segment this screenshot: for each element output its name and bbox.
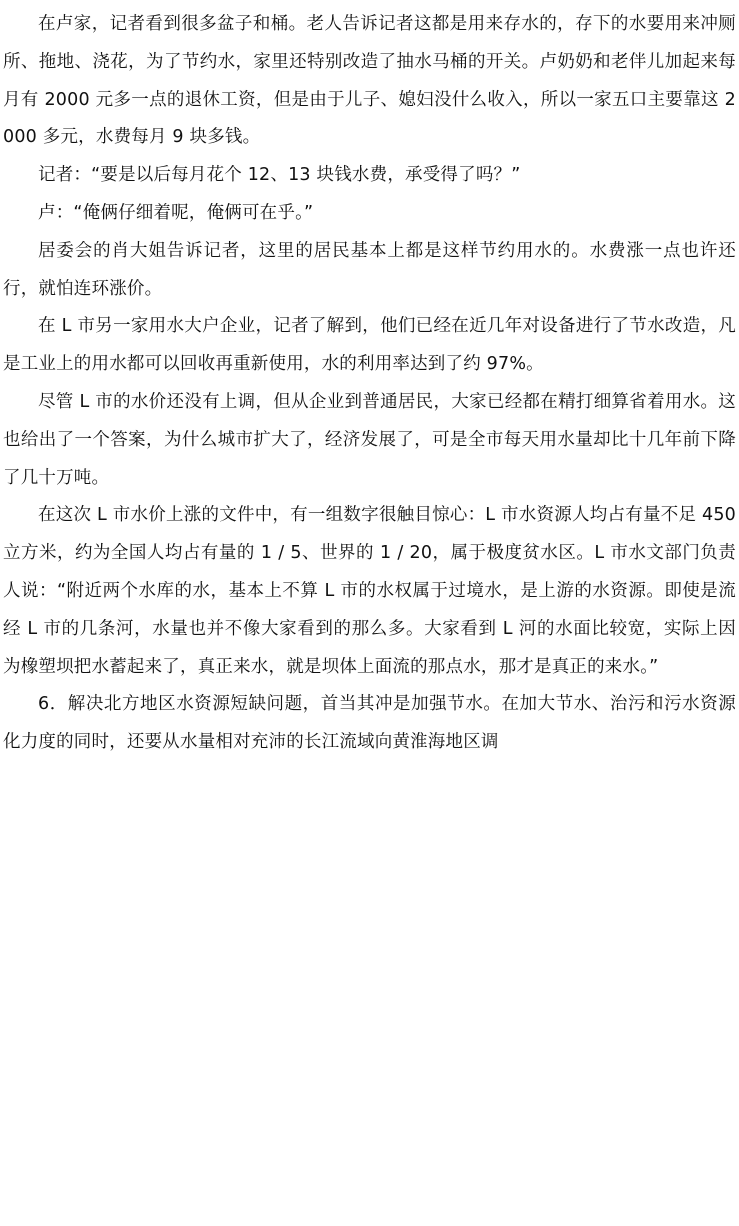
- paragraph-neighborhood-committee: 居委会的肖大姐告诉记者，这里的居民基本上都是这样节约用水的。水费涨一点也许还行，就怕连环涨价。: [3, 240, 736, 299]
- paragraph-reporter-question: 记者：“要是以后每月花个 12、13 块钱水费，承受得了吗？”: [38, 165, 521, 186]
- paragraph-lu-family-water-saving: 在卢家，记者看到很多盆子和桶。老人告诉记者这都是用来存水的，存下的水要用来冲厕所、拖地、浇花，为了节约水，家里还特别改造了抽水马桶的开关。卢奶奶和老伴儿加起来每月有 2000 元多一点的退休工资，但是由于儿子、媳妇没什么收入，所以一家五口主要靠这 2000 多元，水费每月 9 块多钱。: [3, 14, 736, 148]
- paragraph-water-price-document: 在这次 L 市水价上涨的文件中，有一组数字很触目惊心：L 市水资源人均占有量不足 450 立方米，约为全国人均占有量的 1 / 5、世界的 1 / 20，属于极度贫水区。L 市水文部门负责人说：“附近两个水库的水，基本上不算 L 市的水权属于过境水，是上游的水资源。即使是流经 L 市的几条河，水量也并不像大家看到的那么多。大家看到 L 河的水面比较宽，实际上因为橡塑坝把水蓄起来了，真正来水，就是坝体上面流的那点水，那才是真正的来水。”: [3, 505, 736, 677]
- paragraph-enterprise-water-reuse: 在 L 市另一家用水大户企业，记者了解到，他们已经在近几年对设备进行了节水改造，凡是工业上的用水都可以回收再重新使用，水的利用率达到了约 97%。: [3, 316, 736, 375]
- paragraph-question-6: 6．解决北方地区水资源短缺问题，首当其冲是加强节水。在加大节水、治污和污水资源化力度的同时，还要从水量相对充沛的长江流域向黄淮海地区调: [3, 694, 736, 753]
- paragraph-lu-answer: 卢：“俺俩仔细着呢，俺俩可在乎。”: [38, 202, 314, 223]
- paragraph-city-water-saving: 尽管 L 市的水价还没有上调，但从企业到普通居民，大家已经都在精打细算省着用水。这也给出了一个答案，为什么城市扩大了，经济发展了，可是全市每天用水量却比十几年前下降了几十万吨。: [3, 391, 736, 488]
